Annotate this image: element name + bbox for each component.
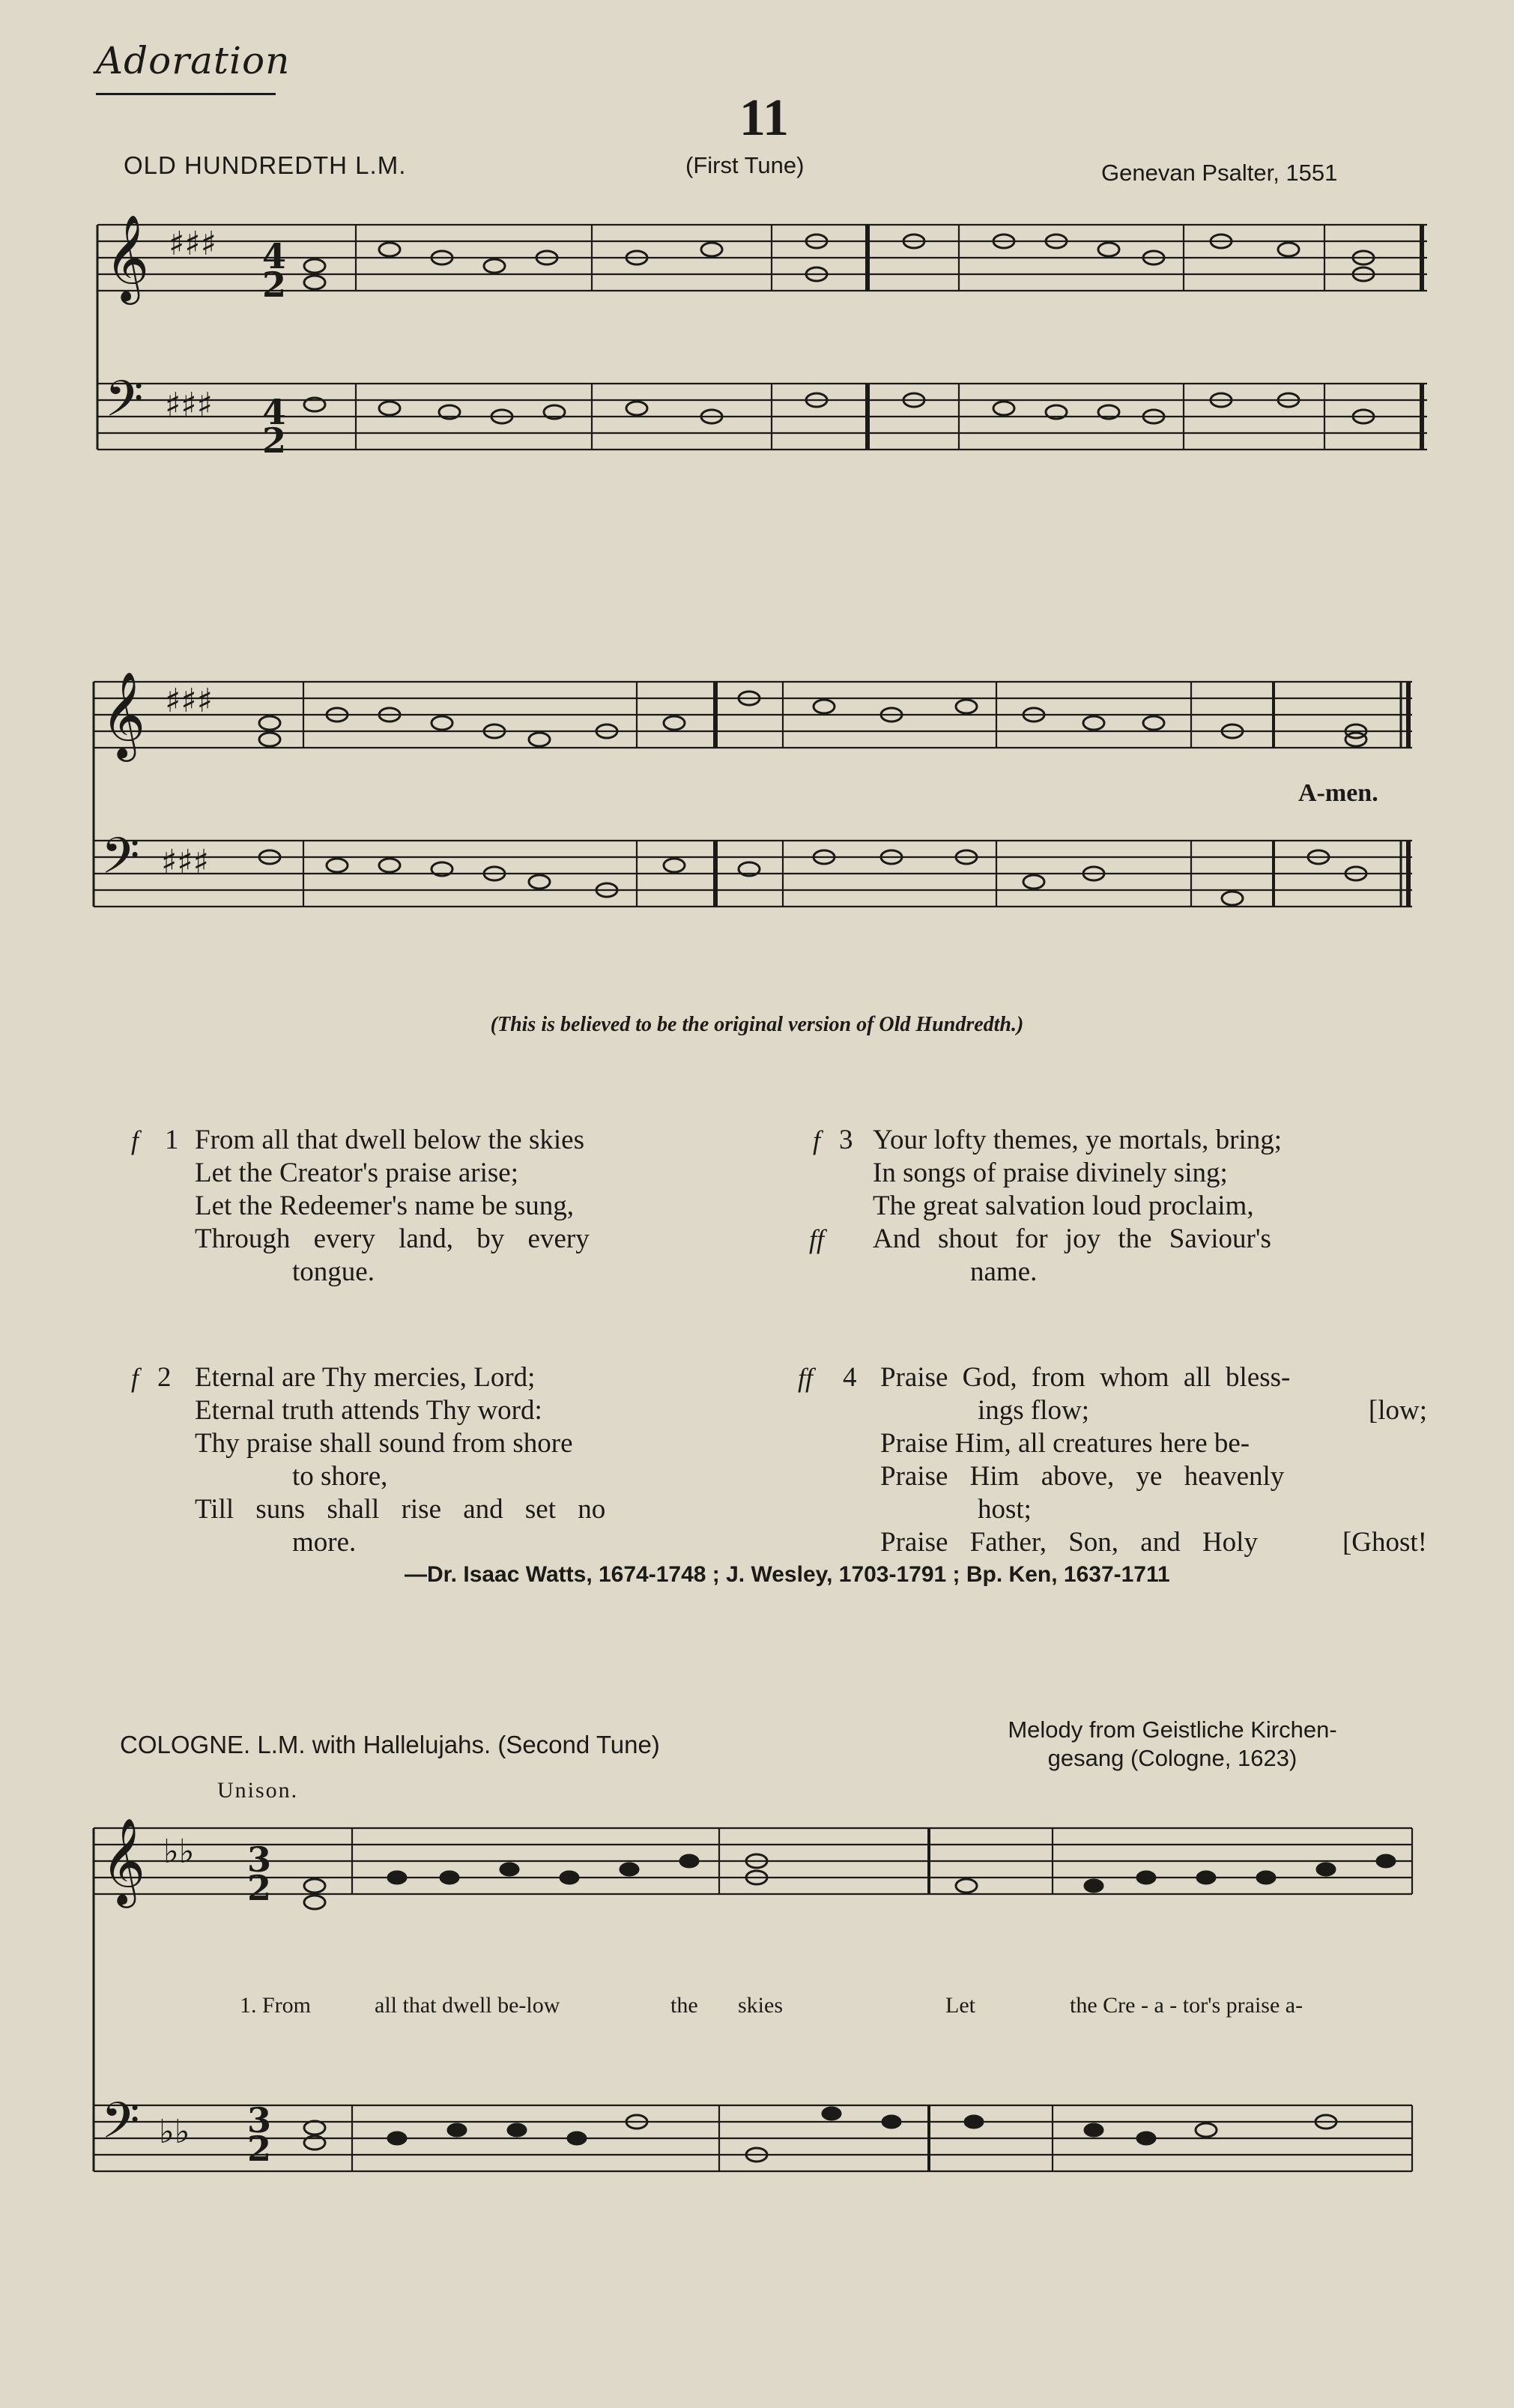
svg-text:𝄞: 𝄞 [101, 671, 146, 758]
tune2-source [933, 1716, 1412, 1773]
svg-text:♯♯♯: ♯♯♯ [169, 225, 216, 263]
verse-3-number: 3 [839, 1125, 853, 1155]
svg-text:3: 3 [247, 2100, 272, 2141]
tune2-source-line: Melody from Geistliche Kirchen- [1008, 1716, 1337, 1743]
section-title-underline [96, 93, 276, 95]
hymn-number: 11 [739, 89, 790, 147]
tune1-source: Genevan Psalter, 1551 [1101, 160, 1338, 186]
verse-line: Your lofty themes, ye mortals, bring; [873, 1125, 1283, 1155]
verse-line: Through every land, by every [195, 1223, 590, 1254]
verse-line: The great salvation loud proclaim, [873, 1191, 1254, 1221]
svg-text:2: 2 [262, 420, 287, 461]
tune1-subtitle: (First Tune) [685, 152, 805, 178]
text-attribution: —Dr. Isaac Watts, 1674-1748 ; J. Wesley, 1703-1791 ; Bp. Ken, 1637-1711 [405, 1562, 1170, 1587]
verse-line: [Ghost! [1342, 1527, 1427, 1558]
verse-line: more. [292, 1527, 357, 1558]
lyric-syllable: the Cre - a - tor's praise a- [1070, 1993, 1303, 2018]
verse-3-dynamic-2: ff [809, 1224, 825, 1254]
verse-line: [low; [1368, 1395, 1427, 1426]
verse-line: In songs of praise divinely sing; [873, 1158, 1228, 1188]
lyric-syllable: 1. From [240, 1993, 312, 2018]
svg-text:𝄞: 𝄞 [105, 214, 150, 301]
verse-line: Praise Him above, ye heavenly [880, 1461, 1285, 1492]
svg-text:2: 2 [262, 264, 287, 305]
tune1-note: (This is believed to be the original version of Old Hundredth.) [490, 1013, 1024, 1036]
svg-text:3: 3 [247, 1839, 272, 1880]
verse-line: host; [978, 1494, 1032, 1525]
verse-2-number: 2 [157, 1362, 172, 1393]
verse-1 [127, 1124, 742, 1289]
svg-text:𝄢: 𝄢 [101, 827, 140, 897]
verse-3 [809, 1124, 1431, 1289]
verse-line: Praise Him, all creatures here be- [880, 1428, 1250, 1459]
svg-text:𝄢: 𝄢 [105, 370, 144, 440]
verse-line: Eternal are Thy mercies, Lord; [195, 1362, 536, 1393]
verse-line: And shout for joy the Saviour's [873, 1223, 1271, 1254]
verse-line: Till suns shall rise and set no [195, 1494, 606, 1525]
verse-3-dynamic: f [813, 1125, 821, 1155]
svg-text:♭♭: ♭♭ [159, 2113, 190, 2151]
amen-label: A-men. [1298, 779, 1378, 807]
score-system-2 [0, 644, 1514, 974]
unison-label: Unison. [217, 1778, 299, 1803]
verse-line: Praise Father, Son, and Holy [880, 1527, 1258, 1558]
verse-line: ings flow; [978, 1395, 1090, 1426]
lyric-syllable: skies [738, 1993, 783, 2018]
svg-text:2: 2 [247, 1868, 272, 1908]
verse-line: From all that dwell below the skies [195, 1125, 584, 1155]
verse-2 [127, 1361, 742, 1559]
svg-text:2: 2 [247, 2129, 272, 2169]
verse-line: Let the Creator's praise arise; [195, 1158, 518, 1188]
verse-line: Thy praise shall sound from shore [195, 1428, 573, 1459]
verse-1-number: 1 [165, 1125, 179, 1155]
verse-line: Let the Redeemer's name be sung, [195, 1191, 574, 1221]
verse-line: Praise God, from whom all bless- [880, 1362, 1291, 1393]
section-title: Adoration [96, 39, 291, 82]
svg-text:𝄢: 𝄢 [101, 2092, 140, 2162]
tune1-name: OLD HUNDREDTH L.M. [124, 151, 407, 179]
verse-1-dynamic: f [131, 1125, 139, 1155]
svg-text:♯♯♯: ♯♯♯ [161, 843, 209, 881]
svg-text:4: 4 [262, 392, 287, 432]
svg-text:4: 4 [262, 236, 287, 276]
svg-text:𝄞: 𝄞 [101, 1817, 146, 1905]
lyric-syllable: all that dwell be-low [375, 1993, 560, 2018]
lyric-syllable: Let [945, 1993, 975, 2018]
tune2-source-line: gesang (Cologne, 1623) [1047, 1745, 1298, 1771]
verse-line: name. [970, 1256, 1038, 1287]
verse-line: Eternal truth attends Thy word: [195, 1395, 542, 1426]
verse-line: tongue. [292, 1256, 375, 1287]
svg-text:♯♯♯: ♯♯♯ [165, 682, 213, 720]
score-system-1 [0, 187, 1514, 517]
verse-4-dynamic: ff [798, 1363, 814, 1393]
svg-text:♭♭: ♭♭ [163, 1833, 195, 1871]
lyric-syllable: the [670, 1993, 698, 2018]
tune2-name: COLOGNE. L.M. with Hallelujahs. (Second Tune) [120, 1731, 660, 1758]
verse-2-dynamic: f [131, 1363, 139, 1393]
svg-text:♯♯♯: ♯♯♯ [165, 386, 213, 424]
verse-4 [798, 1361, 1427, 1559]
verse-line: to shore, [292, 1461, 388, 1492]
verse-4-number: 4 [843, 1362, 857, 1393]
